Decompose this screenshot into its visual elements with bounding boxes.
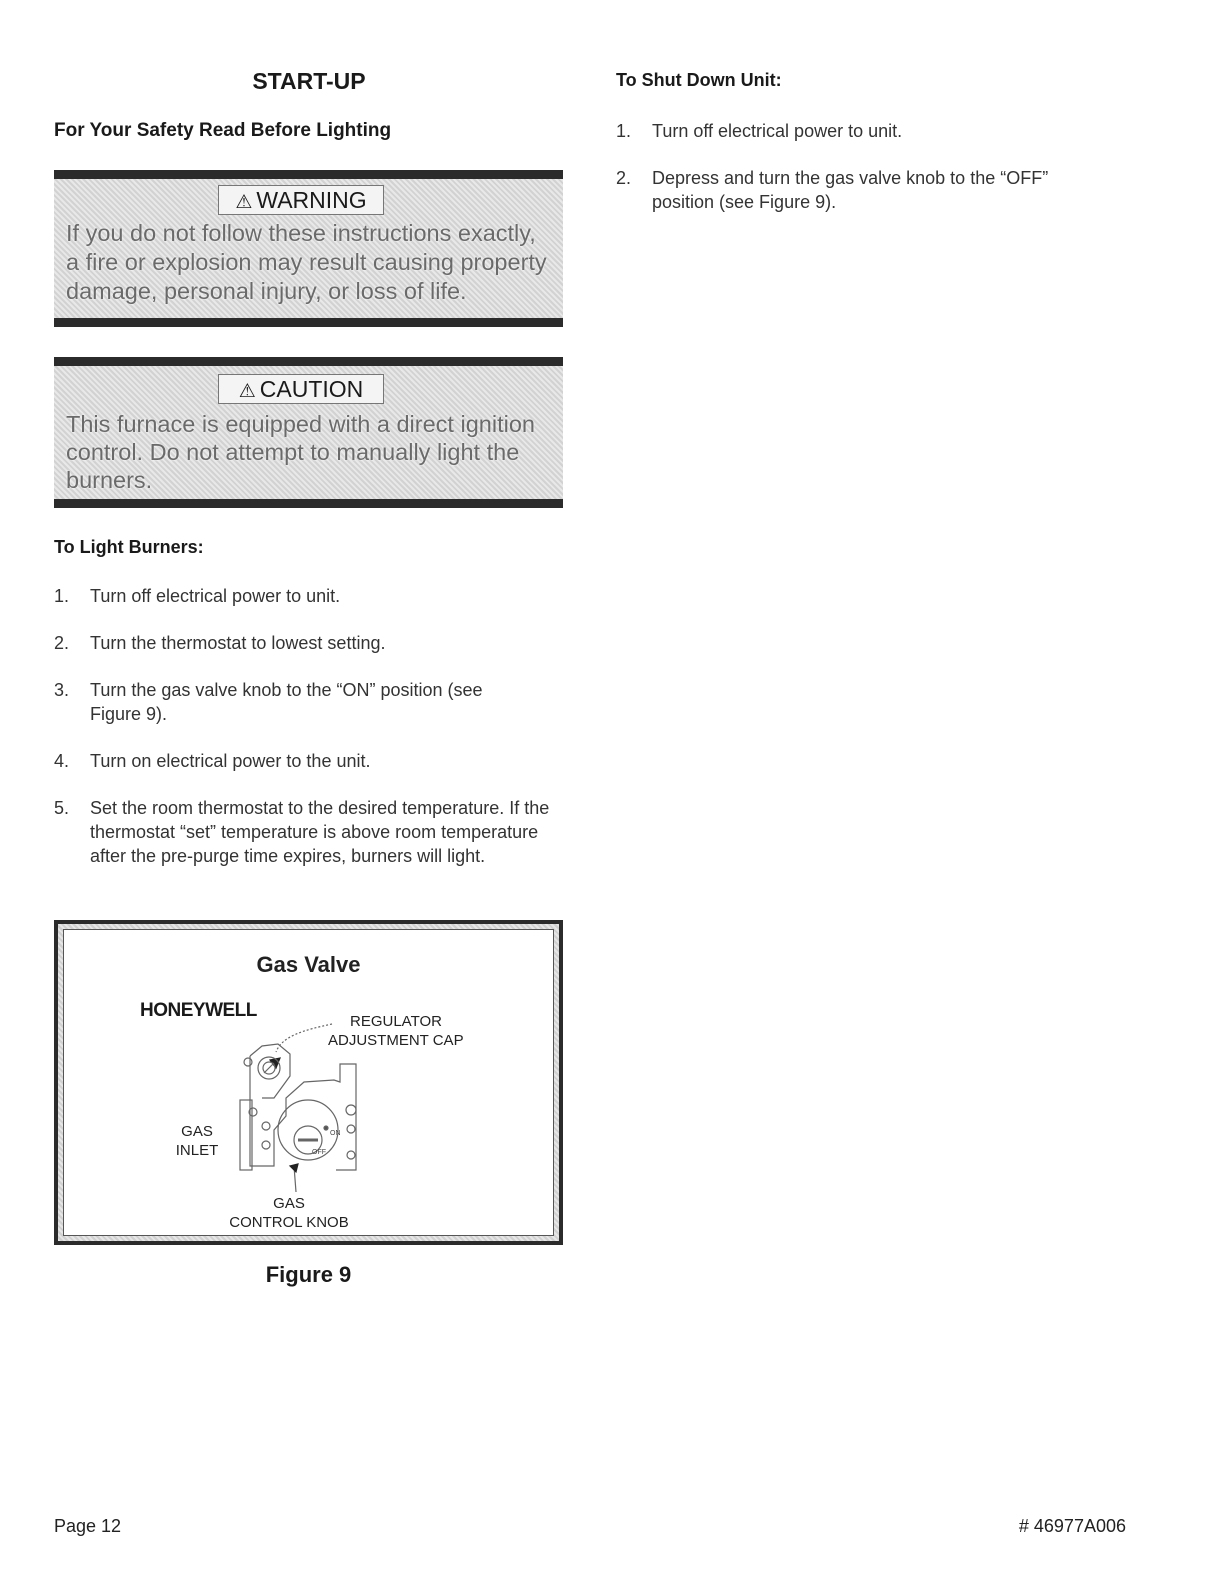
regulator-leader-line [276,1024,332,1052]
warning-label-text: WARNING [256,187,367,213]
regulator-housing [250,1044,290,1098]
list-item: 1. Turn off electrical power to unit. [54,586,341,606]
document-number: # 46977A006 [1018,1516,1126,1536]
list-item: 4. Turn on electrical power to the unit. [54,751,371,771]
caution-label [218,374,384,404]
safety-heading: For Your Safety Read Before Lighting [54,120,392,141]
list-item: 2. Turn the thermostat to lowest setting. [54,633,386,653]
shut-down-steps [616,119,1096,237]
gas-valve-figure [54,920,563,1245]
list-item: 1. Turn off electrical power to unit. [616,121,903,141]
warning-label [218,185,384,215]
caution-label-text: CAUTION [259,376,364,402]
knob-on-label: ON [330,1130,341,1137]
knob-arrow-icon [290,1164,298,1172]
gas-valve-drawing [64,930,561,1241]
regulator-label: REGULATOR ADJUSTMENT CAP [328,1013,464,1049]
section-title: START-UP [252,68,366,94]
figure-frame [63,929,554,1236]
caution-triangle-icon: ⚠ [238,381,256,402]
control-knob-outer [278,1100,338,1160]
warning-triangle-icon: ⚠ [235,192,253,213]
list-item: 2. Depress and turn the gas valve knob to the “OFF” position (see Figure 9). [616,168,1049,212]
caution-text: This furnace is equipped with a direct ignition control. Do not attempt to manually light the burners. [66,411,535,493]
list-item: 5. Set the room thermostat to the desired temperature. If the thermostat “set” temperature is above room temperature after the pre-purge time expires, burners will light. [54,798,550,866]
figure-brand: HONEYWELL [140,1000,257,1021]
gas-inlet-label: GAS INLET [175,1123,219,1159]
warning-box [54,170,563,327]
caution-box [54,357,563,508]
light-burners-heading: To Light Burners: [54,537,204,557]
shut-down-heading: To Shut Down Unit: [616,70,782,90]
warning-text: If you do not follow these instructions exactly, a fire or explosion may result causing property damage, personal injury, or loss of life. [66,220,547,304]
page-number: Page 12 [54,1516,122,1536]
figure-title: Gas Valve [256,952,361,977]
light-burners-steps [54,584,554,891]
knob-off-label: OFF [312,1149,326,1156]
list-item: 3. Turn the gas valve knob to the “ON” position (see Figure 9). [54,680,483,724]
control-knob-label: GAS CONTROL KNOB [229,1195,349,1231]
figure-caption: Figure 9 [265,1262,352,1287]
